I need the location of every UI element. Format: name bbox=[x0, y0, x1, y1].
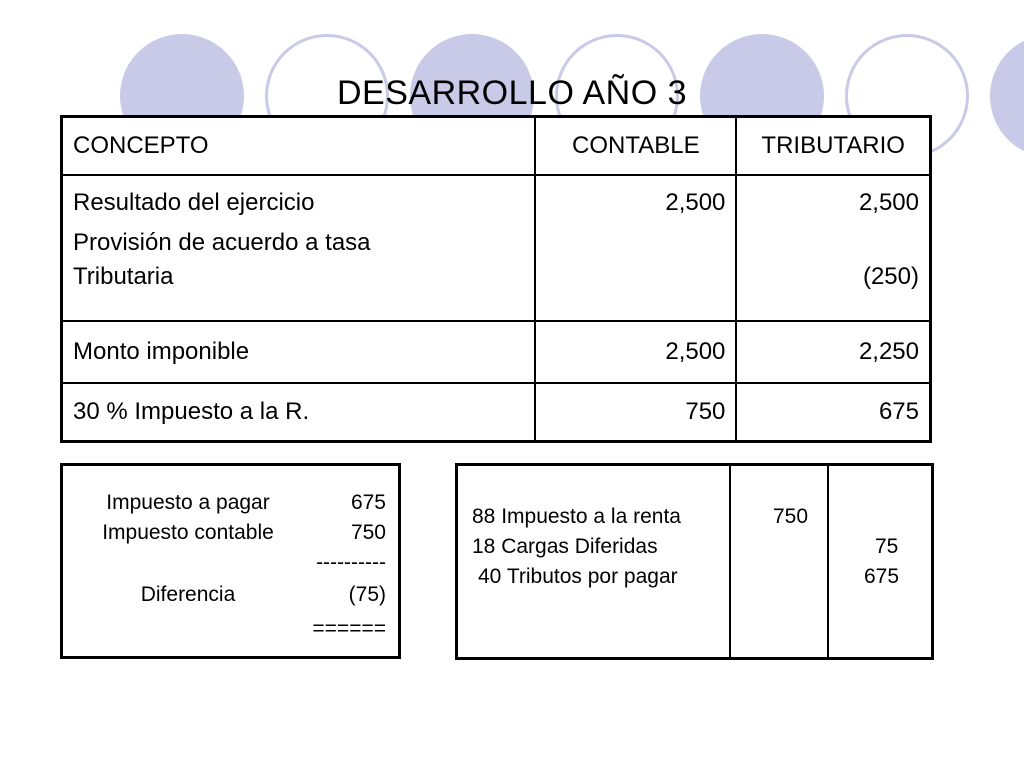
summary-row bbox=[63, 520, 398, 546]
summary-label: Diferencia bbox=[140, 583, 236, 606]
row-contable-cell bbox=[535, 175, 736, 321]
table-row bbox=[62, 321, 931, 383]
summary-value: (75) bbox=[348, 583, 386, 606]
account-name: 88 Impuesto a la renta bbox=[472, 505, 681, 528]
row-concepto-line: Tributaria bbox=[73, 263, 174, 290]
summary-value: 750 bbox=[350, 521, 386, 544]
row-contable-value: 2,500 bbox=[665, 189, 726, 216]
tax-difference-box bbox=[60, 463, 401, 659]
row-concepto-line: Provisión de acuerdo a tasa bbox=[73, 229, 371, 256]
summary-label: Impuesto a pagar bbox=[106, 491, 270, 514]
row-tributario-cell bbox=[736, 175, 930, 321]
accounts-column bbox=[458, 466, 729, 657]
summary-row bbox=[63, 616, 398, 642]
row-tributario-value: 2,500 bbox=[858, 189, 919, 216]
account-name: 18 Cargas Diferidas bbox=[472, 535, 658, 558]
debit-column bbox=[729, 466, 827, 657]
credit-value: 75 bbox=[875, 535, 899, 558]
row-tributario-value: (250) bbox=[862, 263, 919, 290]
slide-title: DESARROLLO AÑO 3 bbox=[336, 74, 687, 112]
credit-value: 675 bbox=[864, 565, 900, 588]
summary-value: 675 bbox=[350, 491, 386, 514]
header-contable: CONTABLE bbox=[535, 117, 736, 176]
row-contable-cell: 2,500 bbox=[535, 321, 736, 383]
row-contable-cell: 750 bbox=[535, 383, 736, 442]
row-concepto-line: Resultado del ejercicio bbox=[73, 189, 315, 216]
summary-label: Impuesto contable bbox=[102, 521, 274, 544]
table-row bbox=[62, 175, 931, 321]
tax-comparison-table bbox=[60, 115, 932, 443]
debit-value: 750 bbox=[773, 505, 809, 528]
row-tributario-cell: 675 bbox=[736, 383, 930, 442]
header-concepto: CONCEPTO bbox=[62, 117, 536, 176]
summary-separator: ====== bbox=[312, 617, 386, 640]
journal-entry-box bbox=[455, 463, 934, 660]
account-name: 40 Tributos por pagar bbox=[478, 565, 678, 588]
header-tributario: TRIBUTARIO bbox=[736, 117, 930, 176]
summary-separator: ---------- bbox=[316, 551, 386, 574]
row-concepto-cell bbox=[62, 175, 536, 321]
summary-row bbox=[63, 490, 398, 516]
row-tributario-cell: 2,250 bbox=[736, 321, 930, 383]
credit-column bbox=[827, 466, 933, 657]
summary-row bbox=[63, 550, 398, 576]
summary-row bbox=[63, 582, 398, 608]
table-header-row bbox=[62, 117, 931, 176]
row-concepto-cell: Monto imponible bbox=[62, 321, 536, 383]
row-concepto-cell: 30 % Impuesto a la R. bbox=[62, 383, 536, 442]
table-row bbox=[62, 383, 931, 442]
